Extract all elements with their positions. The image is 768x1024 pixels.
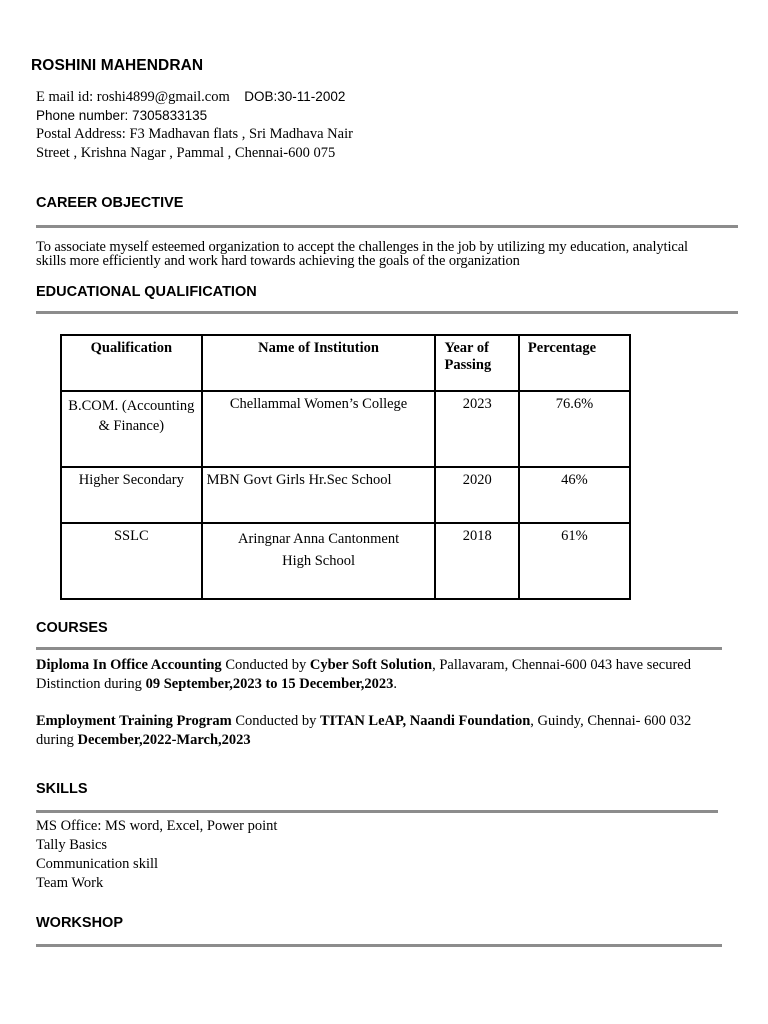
course-2-line2-prefix: during [36, 732, 78, 748]
column-header-year: Year of Passing [435, 335, 518, 391]
table-row [61, 523, 630, 599]
table-row [61, 467, 630, 523]
section-divider [36, 944, 722, 947]
course-1-period: 09 September,2023 to 15 December,2023 [145, 676, 394, 692]
cell-qualification: Higher Secondary [61, 467, 202, 523]
list-item: Team Work [36, 875, 104, 891]
career-objective-text [36, 240, 688, 268]
table-row [61, 391, 630, 467]
course-1-conducted-by: Conducted by [221, 657, 310, 673]
cell-percentage: 46% [519, 467, 630, 523]
course-1-title: Diploma In Office Accounting [36, 657, 222, 673]
course-2-org: TITAN LeAP, Naandi Foundation [319, 713, 531, 729]
skills-list [36, 817, 277, 893]
cell-year: 2023 [435, 391, 518, 467]
workshop-heading: WORKSHOP [36, 915, 123, 931]
cell-percentage: 76.6% [519, 391, 630, 467]
list-item: Tally Basics [36, 837, 108, 853]
course-1-line2-prefix: Distinction during [36, 676, 146, 692]
objective-line-2: skills more efficiently and work hard towards achieving the goals of the organization [36, 253, 520, 269]
course-1-org: Cyber Soft Solution [309, 657, 433, 673]
section-divider [36, 311, 738, 314]
course-1 [36, 656, 691, 694]
dob-text: DOB:30-11-2002 [244, 89, 346, 104]
address-line-2: Street , Krishna Nagar , Pammal , Chennai-600 075 [36, 145, 336, 161]
objective-line-1: To associate myself esteemed organization to accept the challenges in the job by utilizing my education, analytical [36, 239, 688, 255]
cell-institution: Chellammal Women’s College [202, 391, 436, 467]
column-header-qualification: Qualification [61, 335, 202, 391]
cell-institution: MBN Govt Girls Hr.Sec School [202, 467, 436, 523]
section-divider [36, 810, 718, 813]
cell-year: 2020 [435, 467, 518, 523]
list-item: Communication skill [36, 856, 159, 872]
phone-text: Phone number: 7305833135 [36, 108, 208, 123]
email-line [36, 87, 345, 107]
column-header-institution: Name of Institution [202, 335, 436, 391]
cell-qualification: B.COM. (Accounting & Finance) [61, 391, 202, 467]
course-1-details: , Pallavaram, Chennai-600 043 have secured [432, 657, 691, 673]
course-2 [36, 712, 691, 750]
course-2-details: , Guindy, Chennai- 600 032 [530, 713, 692, 729]
courses-heading: COURSES [36, 620, 108, 636]
section-divider [36, 647, 722, 650]
list-item: MS Office: MS word, Excel, Power point [36, 818, 278, 834]
course-2-conducted-by: Conducted by [231, 713, 320, 729]
email-text: E mail id: roshi4899@gmail.com [36, 89, 230, 105]
career-objective-heading: CAREER OBJECTIVE [36, 195, 184, 211]
course-2-period: December,2022-March,2023 [77, 732, 251, 748]
cell-year: 2018 [435, 523, 518, 599]
candidate-name: ROSHINI MAHENDRAN [31, 57, 204, 74]
column-header-percentage: Percentage [519, 335, 630, 391]
cell-institution: Aringnar Anna Cantonment High School [202, 523, 436, 599]
section-divider [36, 225, 738, 228]
course-1-line2-suffix: . [393, 676, 397, 692]
table-header-row [61, 335, 630, 391]
cell-percentage: 61% [519, 523, 630, 599]
cell-qualification: SSLC [61, 523, 202, 599]
course-2-title: Employment Training Program [36, 713, 232, 729]
address-line-1: Postal Address: F3 Madhavan flats , Sri Madhava Nair [36, 126, 353, 142]
skills-heading: SKILLS [36, 781, 88, 797]
education-heading: EDUCATIONAL QUALIFICATION [36, 284, 257, 300]
education-table [60, 334, 631, 600]
